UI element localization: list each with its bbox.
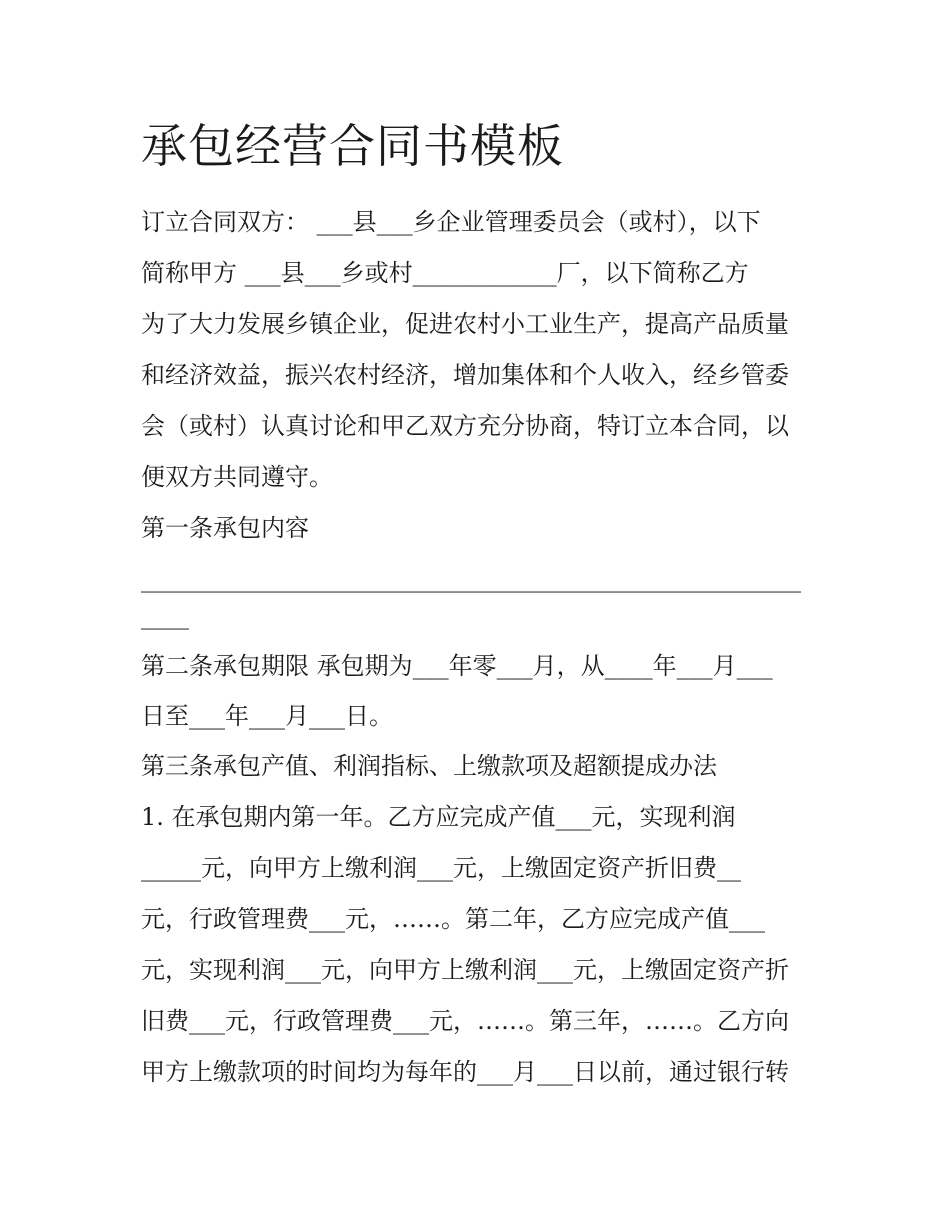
article-3-item-1-line-5: 旧费___元，行政管理费___元，……。第三年，……。乙方向 (141, 1007, 789, 1035)
article-1-blank-line-2: ____ (141, 602, 189, 630)
contract-parties-line-2: 简称甲方 ___县___乡或村____________厂，以下简称乙方 (141, 259, 749, 287)
article-1-heading: 第一条承包内容 (141, 514, 309, 542)
article-3-heading: 第三条承包产值、利润指标、上缴款项及超额提成办法 (141, 752, 717, 780)
article-3-item-1-line-2: _____元，向甲方上缴利润___元，上缴固定资产折旧费__ (141, 854, 741, 882)
preamble-line-2: 和经济效益，振兴农村经济，增加集体和个人收入，经乡管委 (141, 361, 789, 389)
preamble-line-4: 便双方共同遵守。 (141, 463, 333, 491)
article-3-item-1-line-3: 元，行政管理费___元，……。第二年，乙方应完成产值___ (141, 905, 765, 933)
article-3-item-1-line-1: 1. 在承包期内第一年。乙方应完成产值___元，实现利润 (141, 803, 736, 831)
document-title: 承包经营合同书模板 (141, 119, 564, 173)
preamble-line-1: 为了大力发展乡镇企业，促进农村小工业生产，提高产品质量 (141, 310, 789, 338)
article-1-blank-line: _______________________________________________________ (141, 565, 801, 593)
article-3-item-1-line-6: 甲方上缴款项的时间均为每年的___月___日以前，通过银行转 (141, 1058, 789, 1086)
article-3-item-1-line-4: 元，实现利润___元，向甲方上缴利润___元，上缴固定资产折 (141, 956, 789, 984)
article-2-line-1: 第二条承包期限 承包期为___年零___月，从____年___月___ (141, 652, 773, 680)
contract-parties-line: 订立合同双方： ___县___乡企业管理委员会（或村），以下 (141, 208, 761, 236)
article-2-line-2: 日至___年___月___日。 (141, 702, 393, 730)
preamble-line-3: 会（或村）认真讨论和甲乙双方充分协商，特订立本合同，以 (141, 412, 789, 440)
